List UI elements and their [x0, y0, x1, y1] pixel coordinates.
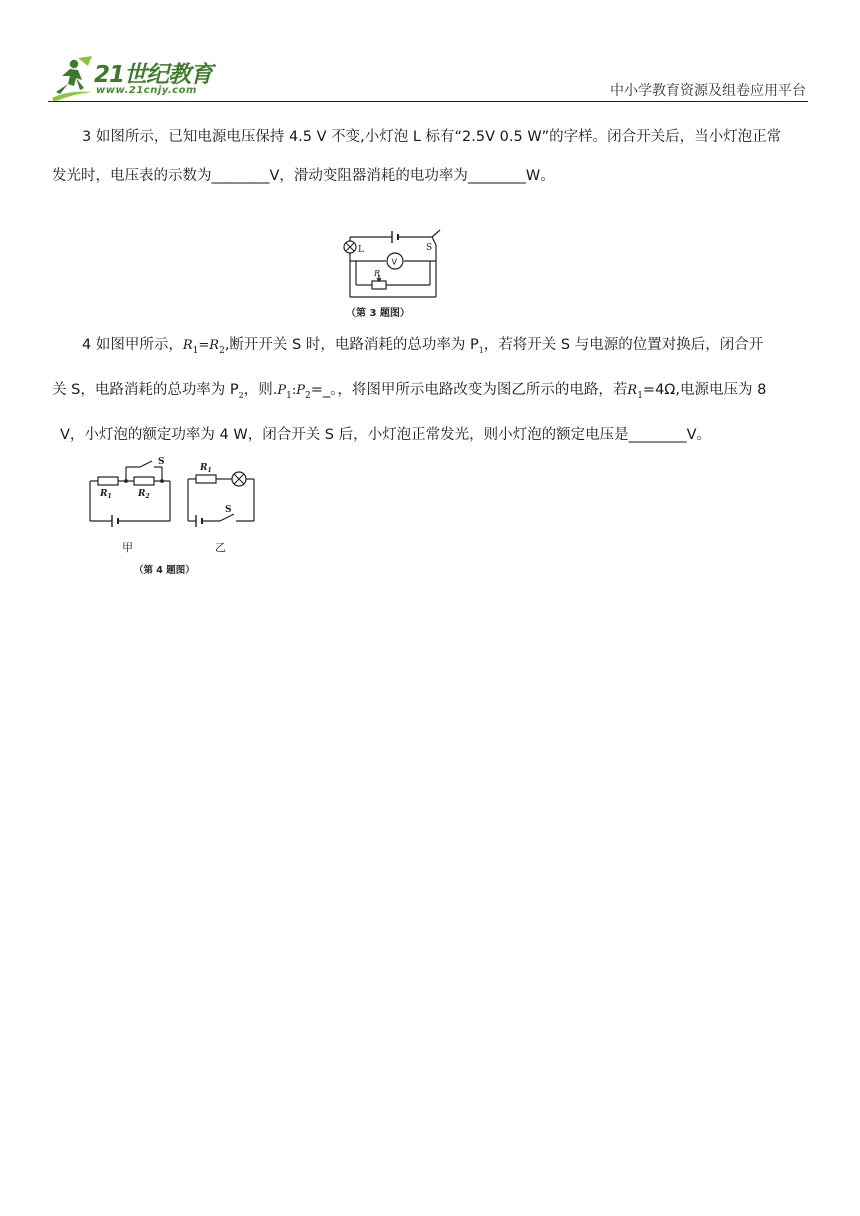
q4-ratio-sub1: 1 [286, 390, 292, 401]
q4-text-2b: ，则. [243, 381, 278, 398]
figure-3-circuit [340, 225, 445, 325]
q3-text-2: 发光时，电压表的示数为________V，滑动变阻器消耗的电功率为________W。 [52, 168, 555, 184]
q4-text-1a: 4 如图甲所示， [82, 337, 183, 353]
q4-colon: : [291, 382, 297, 398]
q4-ratio-sub2: 2 [305, 390, 311, 401]
fig4b-r1-label: $R_1$ [200, 463, 212, 474]
fig4b-switch-label: S [225, 505, 232, 515]
q4-line-3 [52, 416, 808, 455]
lamp-icon [232, 472, 246, 486]
q4-text-2a: 关 S，电路消耗的总功率为 P [52, 381, 239, 398]
lamp-icon [344, 241, 356, 253]
fig4a-switch-label: S [158, 457, 165, 467]
page-header [48, 52, 808, 104]
runner-logo-icon [48, 54, 98, 102]
q4-text-1b: ,断开开关 S 时，电路消耗的总功率为 P [224, 337, 479, 353]
q4-r1-sub: 1 [192, 345, 199, 356]
q4-text-2d: =4Ω,电源电压为 8 [642, 381, 767, 398]
question-4 [52, 326, 808, 455]
q3-text-1: 3 如图所示，已知电源电压保持 4.5 V 不变,小灯泡 L 标有“2.5V 0.5 W”的字样。闭合开关后，当小灯泡正常 [82, 129, 782, 145]
q4-text-3: V，小灯泡的额定功率为 4 W，闭合开关 S 后，小灯泡正常发光，则小灯泡的额定电压是________V。 [60, 426, 712, 443]
fig3-switch-label: S [426, 243, 433, 253]
fig4-label-b: 乙 [215, 541, 226, 554]
q4-r2-sub: 2 [219, 345, 225, 356]
fig4-caption: （第 4 题图） [134, 565, 195, 576]
q3-line-2 [52, 157, 808, 196]
q4-p2-sub: 2 [238, 390, 244, 400]
q4-text-1c: ，若将开关 S 与电源的位置对换后，闭合开 [483, 337, 764, 353]
fig4-label-a: 甲 [122, 541, 133, 554]
fig3-resistor-label: R [374, 269, 381, 278]
q4-line-1: 4 如图甲所示，$R_1=R_2$,断开开关 S 时，电路消耗的总功率为 $P_1$，若将开关 S 与电源的位置对换后，闭合开 [82, 337, 764, 356]
fig4a-r1-label: $R_1$ [100, 489, 112, 500]
q4-r2-symbol: R [209, 338, 220, 353]
q4-line-2 [52, 371, 808, 416]
fig4a-r2-label: $R_2$ [138, 489, 150, 500]
header-divider [48, 101, 808, 102]
q4-text-2c: =_。，将图甲所示电路改变为图乙所示的电路，若 [310, 381, 628, 398]
logo [48, 52, 223, 102]
question-3 [52, 118, 808, 196]
q4-p2-symbol: P [296, 382, 305, 398]
q4-r1b-sub: 1 [637, 390, 643, 401]
q4-r1b-symbol: R [627, 382, 638, 398]
q4-p1-symbol: P [277, 382, 287, 398]
logo-wordmark: 21世纪教育 [94, 62, 213, 88]
fig3-lamp-label: L [358, 245, 364, 255]
logo-url: www.21cnjy.com [96, 85, 197, 96]
fig3-meter-label: V [391, 257, 397, 267]
fig3-caption: （第 3 题图） [346, 308, 410, 319]
q4-r1-symbol: R [182, 338, 193, 353]
q3-line-1 [52, 118, 808, 157]
q4-equals: = [198, 338, 210, 353]
platform-name: 中小学教育资源及组卷应用平台 [610, 83, 806, 99]
figure-4-circuits [82, 455, 267, 580]
